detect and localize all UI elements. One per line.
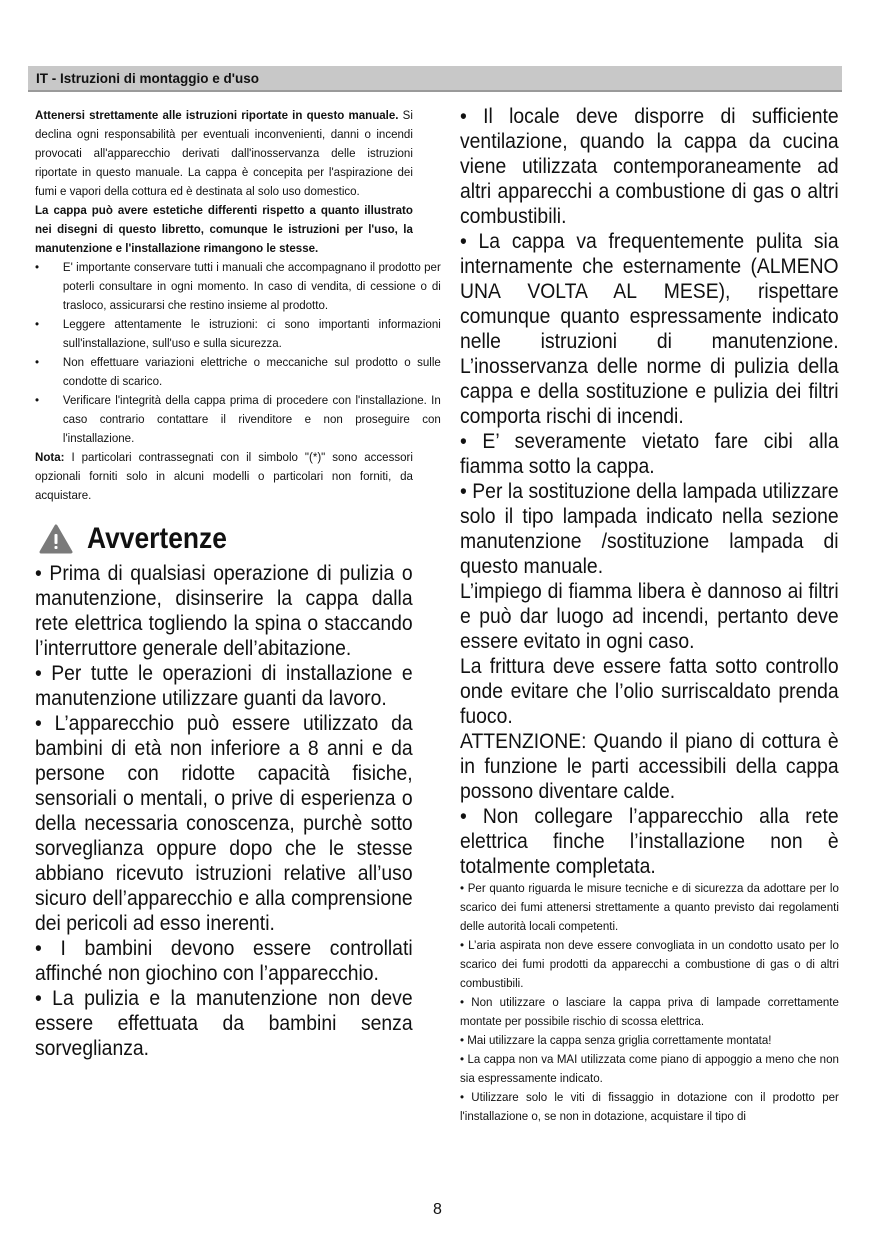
bullet-mark: •	[35, 393, 40, 407]
warning-item: ATTENZIONE: Quando il piano di cottura è in funzione le parti accessibili della cappa possono diventare calde.	[460, 729, 839, 803]
warning-item: • Prima di qualsiasi operazione di pulizia o manutenzione, disinserire la cappa dalla rete elettrica togliendo la spina o staccando l’interruttore generale dell’abitazione.	[35, 561, 413, 660]
note-text: I particolari contrassegnati con il simbolo "(*)" sono accessori opzionali forniti solo in alcuni modelli o particolari non forniti, da acquistare.	[35, 450, 413, 502]
intro-bold-text: Attenersi strettamente alle istruzioni riportate in questo manuale.	[35, 108, 399, 122]
section-title: IT - Istruzioni di montaggio e d'uso	[36, 71, 259, 86]
safety-note: • L’aria aspirata non deve essere convogliata in un condotto usato per lo scarico dei fumi prodotti da apparecchi a combustione di gas o di altri combustibili.	[460, 938, 839, 990]
warning-icon	[39, 524, 73, 554]
list-item-text: E' importante conservare tutti i manuali che accompagnano il prodotto per poterli consultare in ogni momento. In caso di vendita, di cessione o di trasloco, assicurarsi che restino insieme al prodotto.	[62, 260, 441, 312]
list-item-text: Leggere attentamente le istruzioni: ci sono importanti informazioni sull'installazione, sull'uso e sulla sicurezza.	[62, 317, 441, 350]
warning-item: • I bambini devono essere controllati affinché non giochino con l’apparecchio.	[35, 936, 413, 985]
note-paragraph	[35, 448, 413, 505]
intro-bullet-list	[35, 258, 441, 448]
list-item-text: Verificare l'integrità della cappa prima di procedere con l'installazione. In caso contrario contattare il rivenditore e non proseguire con l'installazione.	[62, 393, 441, 445]
safety-note: • Per quanto riguarda le misure tecniche e di sicurezza da adottare per lo scarico dei fumi attenersi strettamente a quanto previsto dai regolamenti delle autorità locali competenti.	[460, 881, 839, 933]
list-item	[35, 315, 441, 353]
intro-bold-paragraph	[35, 201, 413, 258]
safety-note: • Mai utilizzare la cappa senza griglia correttamente montata!	[460, 1033, 772, 1047]
left-column	[35, 106, 441, 1061]
list-item	[35, 353, 441, 391]
warnings-heading	[35, 519, 413, 559]
safety-note: • Non utilizzare o lasciare la cappa priva di lampade correttamente montate per possibile rischio di scossa elettrica.	[460, 995, 839, 1028]
warning-item: La frittura deve essere fatta sotto controllo onde evitare che l’olio surriscaldato prenda fuoco.	[460, 654, 839, 728]
safety-note: • La cappa non va MAI utilizzata come piano di appoggio a meno che non sia espressamente indicato.	[460, 1052, 839, 1085]
warning-item: • Per tutte le operazioni di installazione e manutenzione utilizzare guanti da lavoro.	[35, 661, 413, 710]
warning-item: L’impiego di fiamma libera è dannoso ai filtri e può dar luogo ad incendi, pertanto deve essere evitato in ogni caso.	[460, 579, 839, 653]
page-number: 8	[433, 1201, 442, 1218]
list-item-text: Non effettuare variazioni elettriche o meccaniche sul prodotto o sulle condotte di scarico.	[62, 355, 441, 388]
intro-paragraph	[35, 106, 413, 201]
bullet-mark: •	[35, 355, 40, 369]
list-item	[35, 391, 441, 448]
warnings-title: Avvertenze	[87, 522, 227, 555]
safety-note: • Utilizzare solo le viti di fissaggio in dotazione con il prodotto per l'installazione o, se non in dotazione, acquistare il tipo di	[460, 1090, 839, 1123]
intro-bold-note: La cappa può avere estetiche differenti rispetto a quanto illustrato nei disegni di questo libretto, comunque le istruzioni per l'uso, la manutenzione e l'installazione rimangono le stesse.	[35, 203, 413, 255]
warning-item: • La cappa va frequentemente pulita sia internamente che esternamente (ALMENO UNA VOLTA AL MESE), rispettare comunque quanto espressamente indicato nelle istruzioni di manutenzione. L’inosservanza delle norme di pulizia della cappa e della sostituzione e pulizia dei filtri comporta rischi di incendi.	[460, 229, 839, 428]
list-item	[35, 258, 441, 315]
warning-item: • E’ severamente vietato fare cibi alla fiamma sotto la cappa.	[460, 429, 839, 478]
warning-item: • L’apparecchio può essere utilizzato da bambini di età non inferiore a 8 anni e da persone con ridotte capacità fisiche, sensoriali o mentali, o prive di esperienza o della necessaria conoscenza, purchè sotto sorveglianza oppure dopo che le stesse abbiano ricevuto istruzioni relative all’uso sicuro dell’apparecchio e alla comprensione dei pericoli ad esso inerenti.	[35, 711, 413, 935]
warning-item: • Non collegare l’apparecchio alla rete elettrica finche l’installazione non è totalmente completata.	[460, 804, 839, 878]
warning-item: • Il locale deve disporre di sufficiente ventilazione, quando la cappa da cucina viene utilizzata contemporaneamente ad altri apparecchi a combustione di gas o altri combustibili.	[460, 104, 839, 228]
bullet-mark: •	[35, 317, 40, 331]
right-column	[460, 104, 839, 1126]
warning-item: • La pulizia e la manutenzione non deve essere effettuata da bambini senza sorveglianza.	[35, 986, 413, 1060]
warning-item: • Per la sostituzione della lampada utilizzare solo il tipo lampada indicato nella sezione manutenzione /sostituzione lampada di questo manuale.	[460, 479, 839, 578]
bullet-mark: •	[35, 260, 40, 274]
section-header	[28, 66, 842, 92]
intro-text: Si declina ogni responsabilità per eventuali inconvenienti, danni o incendi provocati all'apparecchio derivati dall'inosservanza delle istruzioni riportate in questo manuale. La cappa è concepita per l'aspirazione dei fumi e vapori della cottura ed è destinata al solo uso domestico.	[35, 108, 413, 198]
note-label: Nota:	[35, 450, 65, 464]
